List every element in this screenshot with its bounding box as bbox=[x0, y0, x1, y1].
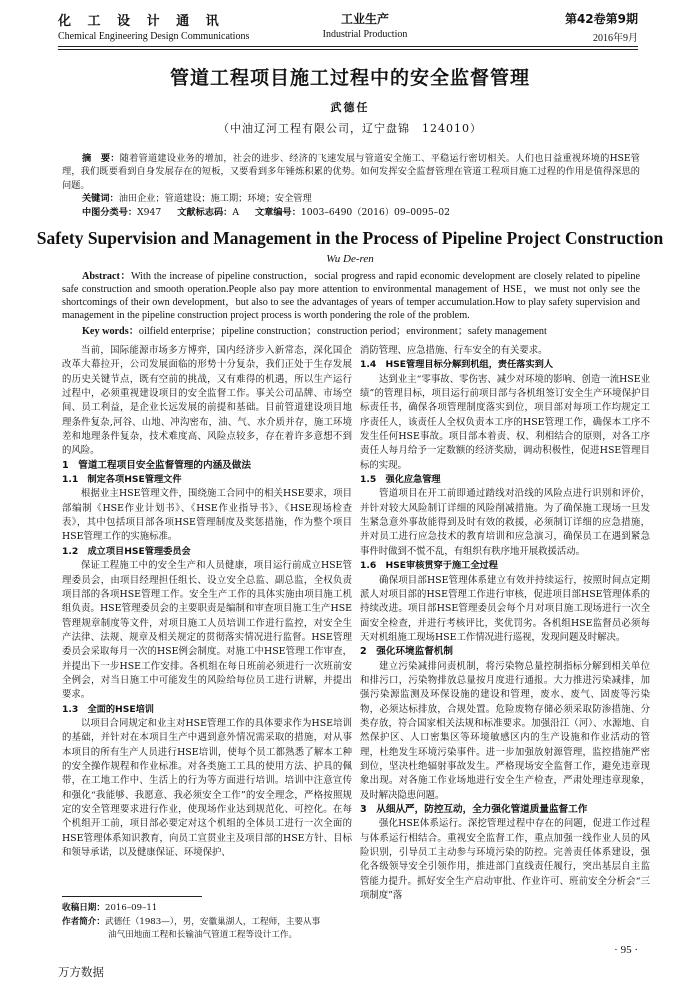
abstract-cn-label: 摘 要： bbox=[82, 153, 120, 164]
clc-value: X947 bbox=[137, 207, 162, 218]
footnote-author bbox=[62, 916, 352, 941]
journal-issue bbox=[565, 10, 638, 44]
keywords-en-label: Key words： bbox=[82, 326, 139, 337]
classification-line bbox=[62, 206, 640, 219]
body-paragraph: 强化HSE体系运行。深挖管理过程中存在的问题，促进工作过程与体系运行相结合。重视安全监督工作，重点加强一线作业人员的风险识别，引导员工主动参与环境污染的防控。完善责任体系建设，强化各级领导安全引领作用，推进部门直线责任履行，突出基层自主监管能力提升。抓好安全生产启动审批、作业许可、班前安全分析会“三项制度”落 bbox=[360, 818, 650, 902]
body-paragraph: 根据业主HSE管理文件，围绕施工合同中的相关HSE要求，项目部编制《HSE作业计划书》、《HSE作业指导书》、《HSE现场检查表》，其中包括项目部各项HSE管理制度及奖惩措施，作为整个项目HSE管理工作的实施标准。 bbox=[62, 488, 352, 543]
section-heading: 3 从细从严，防控互动，全力强化管道质量监督工作 bbox=[360, 804, 588, 815]
subsection-heading: 1.2 成立项目HSE管理委员会 bbox=[62, 545, 191, 557]
article-title-cn: 管道工程项目施工过程中的安全监督管理 bbox=[169, 67, 530, 89]
body-paragraph: 管道项目在开工前即通过踏线对沿线的风险点进行识别和评价，并针对较大风险制订详细的风险削减措施。为了确保施工现场一旦发生紧急意外事故能得到及时有效的救援，必须制订详细的应急措施，并对员工进行应急技术的教育培训和应急演习，确保员工在遇到紧急事件时做到不慌不乱，有组织有秩序地开展救援活动。 bbox=[360, 488, 650, 557]
subsection-heading: 1.4 HSE管理目标分解到机组，责任落实到人 bbox=[360, 359, 554, 371]
clc-label: 中图分类号： bbox=[82, 207, 138, 218]
subsection-heading: 1.1 制定各项HSE管理文件 bbox=[62, 474, 182, 486]
footnote-received bbox=[62, 902, 352, 915]
abstract-en-label: Abstract： bbox=[82, 271, 131, 282]
keywords-cn-text: 油田企业；管道建设；施工期；环境；安全管理 bbox=[118, 193, 312, 204]
body-paragraph: 当前，国际能源市场多方博弈，国内经济步入新常态，深化国企改革大幕拉开，公司发展面临的形势十分复杂，我们正处于生存发展的历史关键节点，既有空前的挑战，又有难得的机遇，所以生产运行过程中，必须重视建设项目的安全监督工作。事关公司品牌、市场空间、员工利益，是企业长远发展的前提和基础。目前管道建设项目地理条件复杂,河谷、山地、冲沟密布，油、气、水介质并存，施工环境差和地理条件复杂，技术难度高、风险点较多，存在着许多意想不到的风险。 bbox=[62, 345, 352, 457]
received-label: 收稿日期： bbox=[62, 903, 105, 913]
author-en: Wu De-ren bbox=[326, 253, 374, 265]
subsection-heading: 1.3 全面的HSE培训 bbox=[62, 703, 154, 715]
author-cn: 武德任 bbox=[330, 101, 370, 114]
body-paragraph: 保证工程施工中的安全生产和人员健康，项目运行前成立HSE管理委员会，由项目经理担任组长、设立安全总监、副总监，全权负责项目部的各项HSE管理工作。安全生产工作的具体实施由项目施工机组负责。HSE管理委员会的主要职责是编制和审查项目施工生产HSE管理规章制度等文件，对项目施工人员培训工作进行监控，对安全生产法律、法规、规章及相关规定的贯彻落实情况进行监督。HSE管理委员会采取每月一次的HSE例会制度。对施工中HSE管理工作审查，并提出下一步HSE工作安排。各机组在每日班前必须进行一次班前安全例会，对当日施工中可能发生的风险给每位员工进行讲解，并提出要求。 bbox=[62, 560, 352, 701]
subsection-heading: 1.5 强化应急管理 bbox=[360, 474, 441, 486]
abstract-en bbox=[62, 270, 640, 322]
watermark: 万方数据 bbox=[58, 965, 104, 979]
header-rule bbox=[58, 46, 638, 47]
keywords-cn bbox=[62, 192, 640, 205]
article-id-label: 文章编号： bbox=[254, 207, 301, 218]
affiliation-cn: （中油辽河工程有限公司，辽宁盘锦 124010） bbox=[218, 122, 482, 135]
received-date: 2016–09–11 bbox=[104, 903, 158, 913]
abstract-cn bbox=[62, 152, 640, 192]
author-bio-line2: 油气田地面工程和长输油气管道工程等设计工作。 bbox=[108, 929, 298, 940]
page-number: · 95 · bbox=[614, 944, 638, 956]
section-cn: 工业生产 bbox=[340, 12, 389, 26]
subsection-heading: 1.6 HSE审核贯穿于施工全过程 bbox=[360, 560, 498, 572]
journal-name-en: Chemical Engineering Design Communications bbox=[58, 31, 250, 42]
section-heading: 2 强化环境监督机制 bbox=[360, 646, 454, 658]
doc-code-label: 文献标志码： bbox=[177, 207, 233, 218]
article-title-en: Safety Supervision and Management in the Process of Pipeline Project Construction bbox=[36, 228, 664, 248]
section-heading: 1 管道工程项目安全监督管理的内涵及做法 bbox=[62, 459, 251, 471]
body-paragraph: 建立污染减排问责机制，将污染物总量控制指标分解到相关单位和排污口，污染物排放总量按月度进行通报。大力推进污染减排，加强污染源监测及环保设施的建设和管理，废水、废气、固废等污染物，必须达标排放，合规处置。危险废物存储必须采取防渗措施、分类存放，符合国家相关法规和标准要求。加强沿江（河）、水源地、自然保护区、人口密集区等环境敏感区内的生产设施和作业活动的管理，杜绝发生环境污染事件。进一步加强放射源管理，监控措施严密到位，坚决杜绝辐射事故发生。严格现场安全监督工作，避免违章现象出现。对各施工作业场地进行安全生产检查，严肃处理违章现象，及时解决隐患问题。 bbox=[360, 660, 650, 801]
author-bio-line1: 武德任（1983—），男，安徽巢湖人，工程师，主要从事 bbox=[104, 917, 321, 927]
article-id-value: 1003–6490（2016）09–0095–02 bbox=[300, 207, 450, 218]
footnote-rule bbox=[62, 896, 202, 897]
volume-issue: 第42卷第9期 bbox=[564, 12, 638, 26]
journal-name-cn: 化 工 设 计 通 讯 bbox=[58, 14, 225, 29]
journal-header-left bbox=[58, 10, 249, 42]
body-paragraph: 消防管理、应急措施、行车安全的有关要求。 bbox=[360, 345, 548, 356]
doc-code-value: A bbox=[232, 207, 239, 218]
body-paragraph: 以项目合同规定和业主对HSE管理工作的具体要求作为HSE培训的基础，并针对在本项目生产中遇到意外情况需采取的措施，对从事本项目的所有生产人员进行HSE培训，使每个员工都熟悉了解本工种的安全操作规程和作业标准。对各类施工工具的使用方法、护具的佩带，在工地工作中、生活上的行为等方面进行培训。培训中注意宣传和强化“我能够、我愿意、我必须安全工作”的安全理念，严格按照规定的安全管理要求进行作业，使现场作业达到规范化、可控化。在每个机组开工前，项目部必要定对这个机组的全体员工进行一次全面的HSE管理体系知识教育，向员工宣贯业主及项目部的HSE方针、目标和领导承诺，以及健康保证、环境保护、 bbox=[62, 717, 352, 859]
body-paragraph: 达到业主“零事故、零伤害、减少对环境的影响、创造一流HSE业绩”的管理目标，项目运行前项目部与各机组签订安全生产环境保护目标责任书，确保各项管理制度落实到位，项目部对每项工作均规定工序责任人，该责任人全权负责本工序的HSE管理工作，确保本工序不发生任何HSE事故。项目部本着责、权、利相结合的原则，对各工序责任人每月给予一定数额的经济奖励，调动积极性，促进HSE管理目标的实现。 bbox=[360, 373, 650, 471]
header-rule-thin bbox=[58, 49, 638, 50]
keywords-cn-label: 关键词： bbox=[82, 193, 119, 204]
journal-section bbox=[290, 10, 440, 40]
section-en: Industrial Production bbox=[322, 29, 408, 40]
author-bio-label: 作者简介： bbox=[62, 917, 105, 927]
body-paragraph: 确保项目部HSE管理体系建立有效并持续运行，按照时间点定期派人对项目部的HSE管理工作进行审核，促进项目部HSE管理体系的持续改进。项目部HSE管理委员会每个月对项目施工现场进行一次全面安全检查，并进行考核评比，奖优罚劣。各机组HSE监督员必须每天对机组施工现场HSE工作情况进行巡视，发现问题及时解决。 bbox=[360, 574, 650, 643]
abstract-en-text: With the increase of pipeline construction，social progress and rapid economic development are closely related to pipeline safe construction and smooth operation.People also pay more attention to environmental management of HSE，we must not only see the shortcomings of their own development，but also to see the advantages of years of temper accumulation.How to play safety supervision and management in the pipeline construction project process is worth pondering the role of the problem. bbox=[62, 271, 640, 321]
body-column-right bbox=[360, 344, 650, 903]
keywords-en-text: oilfield enterprise；pipeline construction；construction period；environment；safety management bbox=[138, 326, 547, 337]
body-column-left bbox=[62, 344, 352, 860]
abstract-cn-text: 随着管道建设业务的增加，社会的进步、经济的飞速发展与管道安全施工、平稳运行密切相关。人们也日益重视环境的HSE管理，我们既要看到自身发展存在的短板，又要看到多年锤炼积累的优势。如何发挥安全监督管理在管道工程项目施工过程的作用是值得深思的问题。 bbox=[62, 153, 640, 191]
keywords-en bbox=[62, 322, 640, 337]
issue-date: 2016年9月 bbox=[593, 33, 638, 44]
